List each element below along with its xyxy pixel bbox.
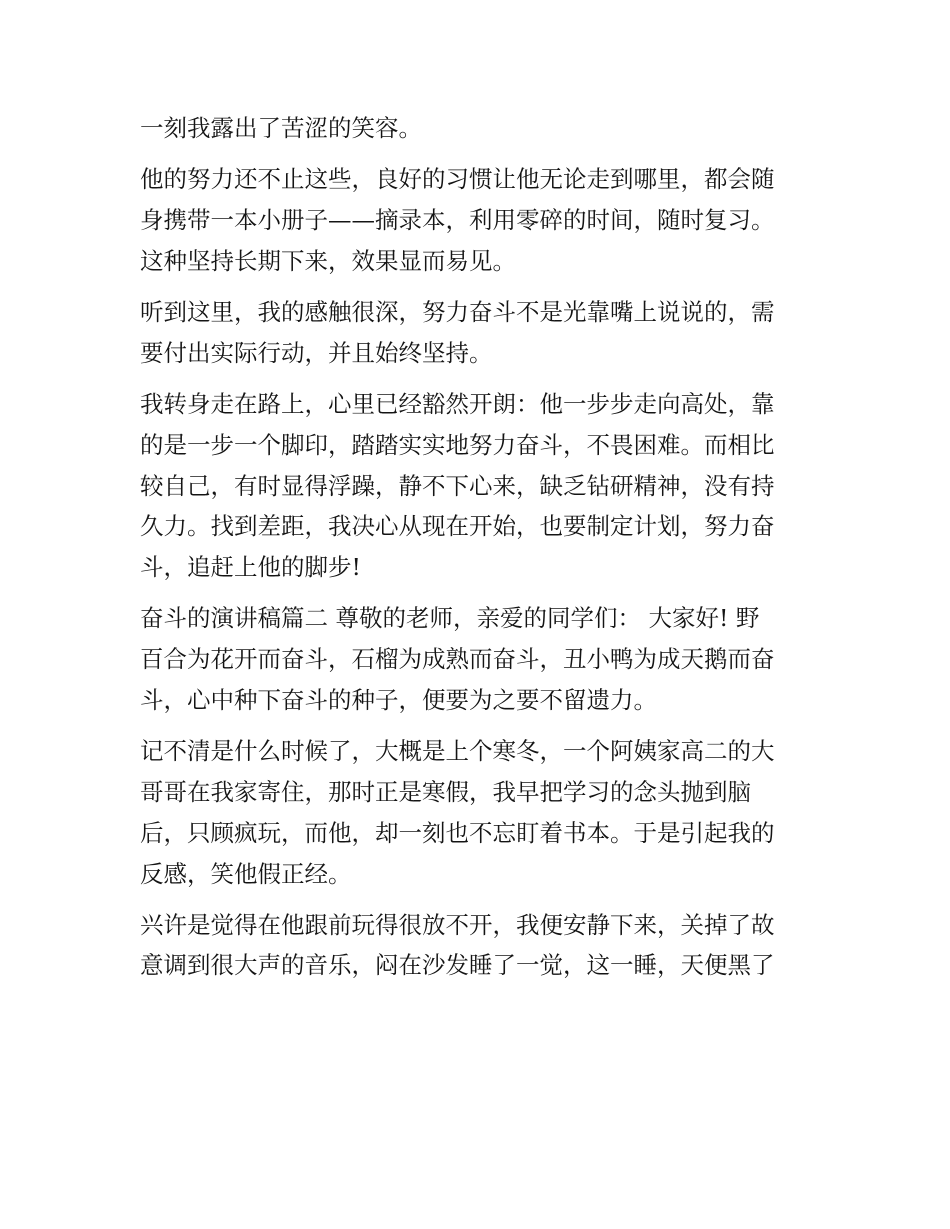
text-line: 较自己，有时显得浮躁，静不下心来，缺乏钻研精神，没有持 xyxy=(140,471,775,500)
text-line: 意调到很大声的音乐，闷在沙发睡了一觉，这一睡，天便黑了 xyxy=(140,951,775,980)
text-line: 后，只顾疯玩，而他，却一刻也不忘盯着书本。于是引起我的 xyxy=(140,818,775,847)
text-line: 一刻我露出了苦涩的笑容。 xyxy=(140,114,422,142)
text-line: 他的努力还不止这些，良好的习惯让他无论走到哪里，都会随 xyxy=(140,165,775,194)
text-line: 记不清是什么时候了，大概是上个寒冬，一个阿姨家高二的大 xyxy=(140,737,775,766)
paragraph xyxy=(140,598,820,720)
text-line: 听到这里，我的感触很深，努力奋斗不是光靠嘴上说说的，需 xyxy=(140,297,775,326)
paragraph xyxy=(140,384,820,588)
text-line: 的是一步一个脚印，踏踏实实地努力奋斗，不畏困难。而相比 xyxy=(140,430,775,459)
text-line: 久力。找到差距，我决心从现在开始，也要制定计划，努力奋 xyxy=(140,512,775,541)
paragraph xyxy=(140,108,820,149)
text-line: 斗，心中种下奋斗的种子，便要为之要不留遗力。 xyxy=(140,685,657,714)
text-line: 这种坚持长期下来，效果显而易见。 xyxy=(140,246,516,275)
document-body xyxy=(140,108,820,997)
text-line: 身携带一本小册子——摘录本，利用零碎的时间，随时复习。 xyxy=(140,205,775,234)
text-line: 反感，笑他假正经。 xyxy=(140,859,352,888)
text-line: 斗，追赶上他的脚步! xyxy=(140,553,361,582)
text-line: 要付出实际行动，并且始终坚持。 xyxy=(140,338,493,367)
paragraph xyxy=(140,905,820,987)
paragraph xyxy=(140,731,820,894)
text-line: 兴许是觉得在他跟前玩得很放不开，我便安静下来，关掉了故 xyxy=(140,910,775,939)
text-line: 我转身走在路上，心里已经豁然开朗：他一步步走向高处，靠 xyxy=(140,389,775,418)
paragraph xyxy=(140,159,820,281)
text-line: 哥哥在我家寄住，那时正是寒假，我早把学习的念头抛到脑 xyxy=(140,777,751,806)
text-line: 奋斗的演讲稿篇二 尊敬的老师，亲爱的同学们： 大家好! 野 xyxy=(140,604,760,633)
paragraph xyxy=(140,292,820,374)
text-line: 百合为花开而奋斗，石榴为成熟而奋斗，丑小鸭为成天鹅而奋 xyxy=(140,645,775,674)
